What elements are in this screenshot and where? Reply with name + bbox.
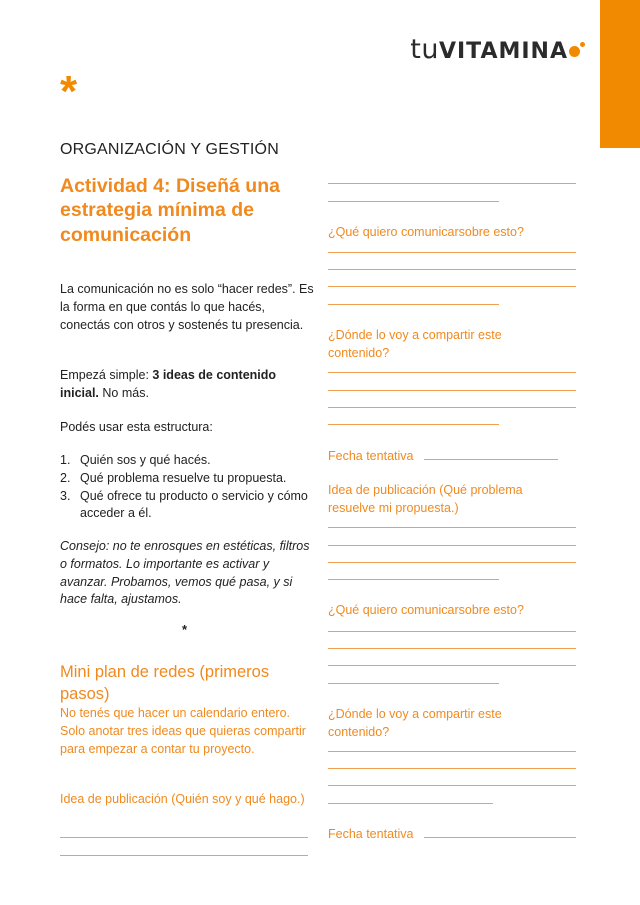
- answer-line[interactable]: [60, 855, 308, 856]
- mini-plan-text: No tenés que hacer un calendario entero. Solo anotar tres ideas que quieras compartir para empezar a contar tu proyecto.: [60, 706, 306, 756]
- answer-line[interactable]: [328, 665, 576, 666]
- list-text: Qué ofrece tu producto o servicio y cómo acceder a él.: [80, 488, 308, 521]
- answer-line[interactable]: [328, 201, 499, 202]
- date-line[interactable]: [424, 837, 576, 838]
- answer-line[interactable]: [328, 183, 576, 184]
- answer-line[interactable]: [328, 579, 499, 580]
- divider-star: *: [182, 622, 188, 637]
- list-text: Qué problema resuelve tu propuesta.: [80, 470, 287, 485]
- orange-corner-tab: [600, 0, 640, 148]
- answer-line[interactable]: [328, 562, 576, 563]
- answer-line[interactable]: [328, 407, 576, 408]
- start-bold: 3 ideas de contenido inicial.: [60, 368, 277, 400]
- answer-line[interactable]: [328, 545, 576, 546]
- answer-line[interactable]: [328, 785, 576, 786]
- question-what-1: ¿Qué quiero comunicarsobre esto?: [328, 225, 524, 239]
- brand-logo: [410, 34, 580, 65]
- idea2-label: Idea de publicación (Qué problema resuelve mi propuesta.): [328, 483, 523, 515]
- list-text: Quién sos y qué hacés.: [80, 453, 211, 467]
- answer-line[interactable]: [328, 390, 576, 391]
- answer-line[interactable]: [328, 286, 576, 287]
- list-number: 3.: [60, 488, 71, 503]
- start-paragraph: [60, 367, 315, 403]
- list-item: [60, 470, 315, 488]
- structure-list: [60, 452, 315, 523]
- answer-line[interactable]: [328, 252, 576, 253]
- brand-name: VITAMINA: [438, 39, 568, 64]
- answer-line[interactable]: [328, 631, 576, 632]
- idea1-label: Idea de publicación (Quién soy y qué hago.): [60, 792, 305, 806]
- answer-line[interactable]: [328, 803, 493, 804]
- answer-line[interactable]: [328, 751, 576, 752]
- answer-line[interactable]: [328, 424, 499, 425]
- answer-line[interactable]: [328, 527, 576, 528]
- answer-line[interactable]: [328, 683, 499, 684]
- question-what-2: ¿Qué quiero comunicarsobre esto?: [328, 603, 524, 617]
- date-label-1: Fecha tentativa: [328, 449, 414, 463]
- asterisk-mark: *: [60, 67, 78, 116]
- start-before: Empezá simple:: [60, 368, 153, 382]
- answer-line[interactable]: [328, 648, 576, 649]
- list-number: 1.: [60, 453, 71, 467]
- list-item: [60, 452, 315, 470]
- activity-title: Actividad 4: Diseñá una estrategia mínima de comunicación: [60, 175, 280, 246]
- logo-dot-icon: [569, 46, 580, 57]
- tip-paragraph: Consejo: no te enrosques en estéticas, filtros o formatos. Lo importante es activar y avanzar. Probamos, vemos qué pasa, y si hace falta, ajustamos.: [60, 539, 310, 607]
- brand-prefix: tu: [410, 34, 439, 65]
- date-line[interactable]: [424, 459, 558, 460]
- intro-paragraph: La comunicación no es solo “hacer redes”. Es la forma en que contás lo que hacés, conectás con otros y sostenés tu presencia.: [60, 282, 314, 332]
- start-after: No más.: [98, 385, 149, 400]
- answer-line[interactable]: [328, 768, 576, 769]
- list-number: 2.: [60, 470, 71, 485]
- answer-line[interactable]: [328, 269, 576, 270]
- answer-line[interactable]: [60, 837, 308, 838]
- answer-line[interactable]: [328, 372, 576, 373]
- question-where-1: ¿Dónde lo voy a compartir este contenido?: [328, 328, 502, 360]
- question-where-2: ¿Dónde lo voy a compartir este contenido?: [328, 707, 502, 739]
- section-title: ORGANIZACIÓN Y GESTIÓN: [60, 141, 279, 158]
- mini-plan-title: Mini plan de redes (primeros pasos): [60, 663, 270, 704]
- list-item: [60, 488, 315, 524]
- answer-line[interactable]: [328, 304, 499, 305]
- structure-intro: Podés usar esta estructura:: [60, 420, 213, 434]
- date-label-2: Fecha tentativa: [328, 827, 414, 841]
